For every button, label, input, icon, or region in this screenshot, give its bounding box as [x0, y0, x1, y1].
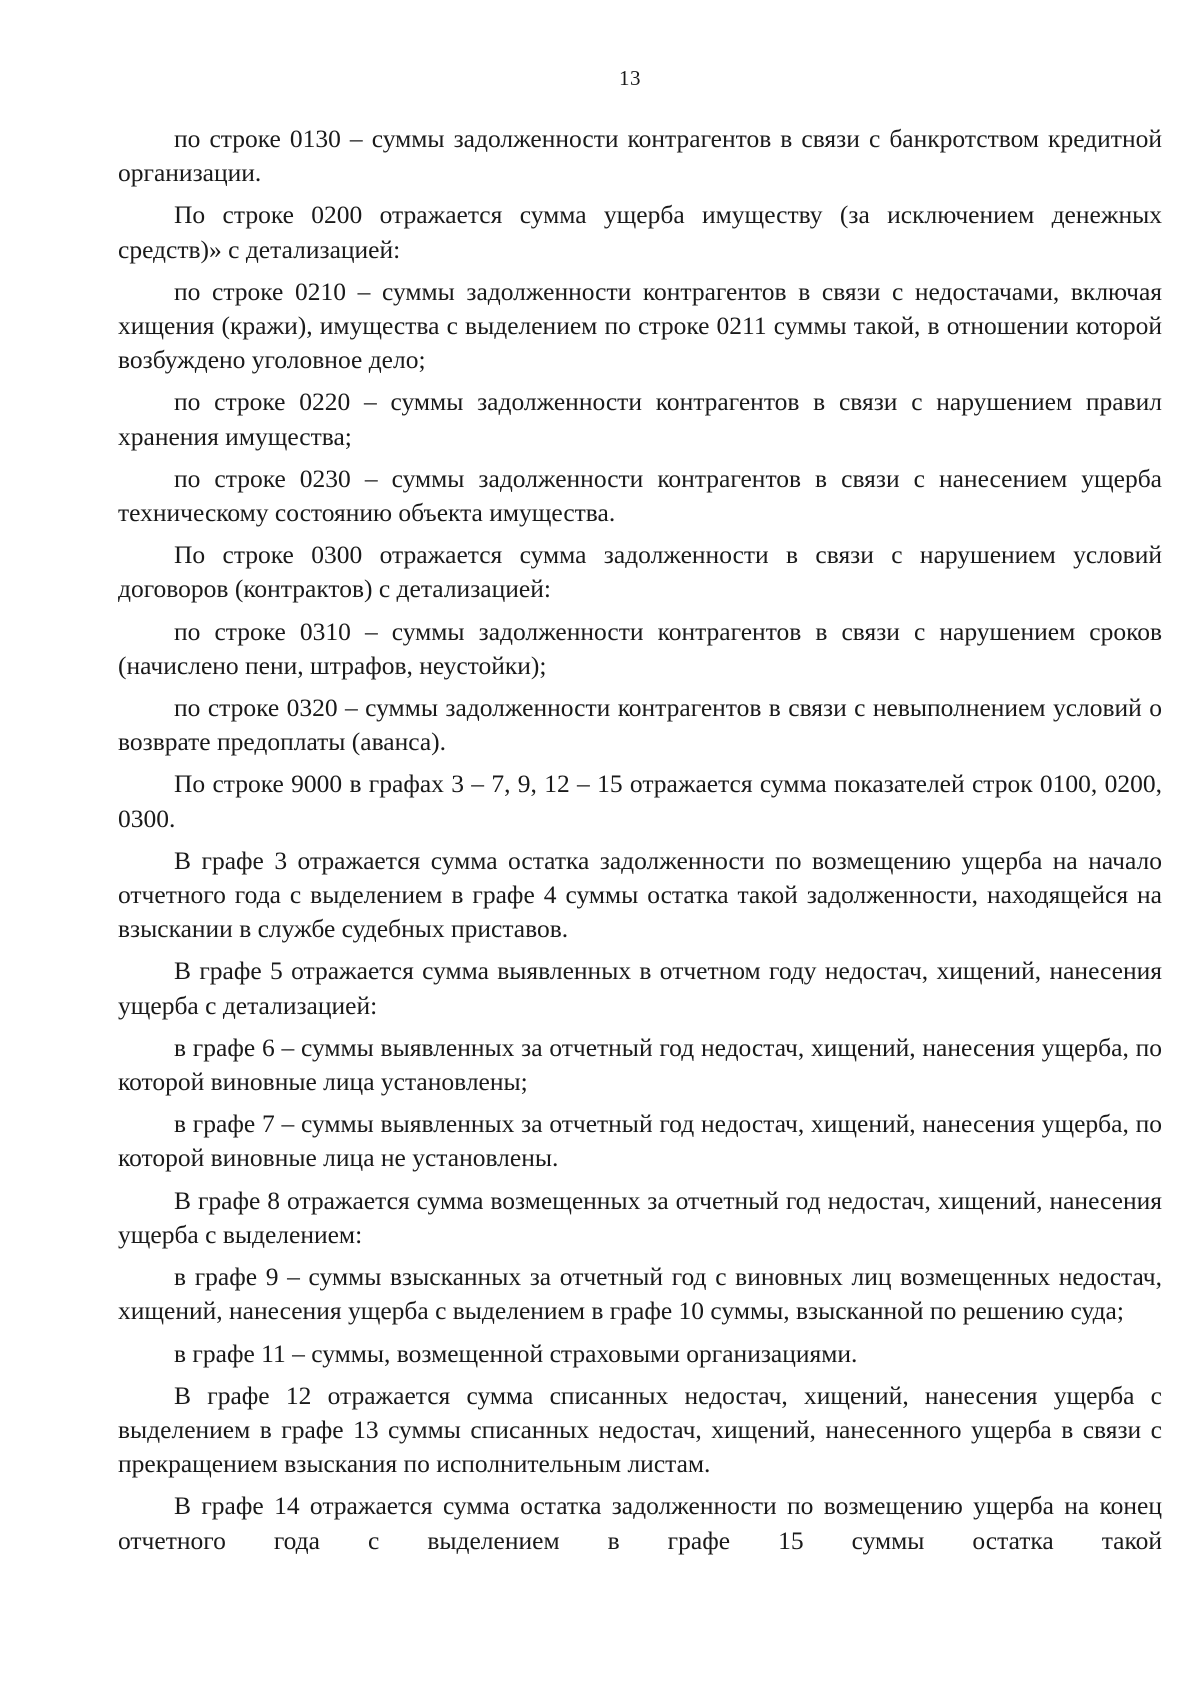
page-number: 13 — [619, 66, 641, 90]
paragraph: В графе 8 отражается сумма возмещенных за отчетный год недостач, хищений, нанесения ущерба с выделением: — [118, 1185, 1162, 1249]
paragraph: по строке 0230 – суммы задолженности контрагентов в связи с нанесением ущерба техническому состоянию объекта имущества. — [118, 463, 1162, 528]
paragraph: по строке 0320 – суммы задолженности контрагентов в связи с невыполнением условий о возврате предоплаты (аванса). — [118, 693, 1162, 757]
paragraph: По строке 0300 отражается сумма задолженности в связи с нарушением условий договоров (контрактов) с детализацией: — [118, 540, 1162, 604]
paragraph: в графе 7 – суммы выявленных за отчетный год недостач, хищений, нанесения ущерба, по которой виновные лица не установлены. — [118, 1109, 1162, 1173]
paragraph: По строке 0200 отражается сумма ущерба имуществу (за исключением денежных средств)» с детализацией: — [118, 200, 1162, 264]
paragraph: По строке 9000 в графах 3 – 7, 9, 12 – 15 отражается сумма показателей строк 0100, 0200, 0300. — [118, 769, 1162, 833]
paragraph: по строке 0210 – суммы задолженности контрагентов в связи с недостачами, включая хищения (кражи), имущества с выделением по строке 0211 суммы такой, в отношении которой возбуждено уголовное дело; — [118, 276, 1162, 375]
paragraph: по строке 0220 – суммы задолженности контрагентов в связи с нарушением правил хранения имущества; — [118, 387, 1162, 451]
paragraph: в графе 6 – суммы выявленных за отчетный год недостач, хищений, нанесения ущерба, по которой виновные лица установлены; — [118, 1032, 1162, 1097]
paragraph: по строке 0310 – суммы задолженности контрагентов в связи с нарушением сроков (начислено пени, штрафов, неустойки); — [118, 616, 1162, 680]
paragraph: В графе 14 отражается сумма остатка задолженности по возмещению ущерба на конец отчетного года с выделением в графе 15 суммы остатка такой — [118, 1491, 1162, 1555]
document-body — [118, 122, 1162, 1558]
paragraph: В графе 5 отражается сумма выявленных в отчетном году недостач, хищений, нанесения ущерба с детализацией: — [118, 956, 1162, 1020]
paragraph: по строке 0130 – суммы задолженности контрагентов в связи с банкротством кредитной организации. — [118, 124, 1162, 188]
paragraph: в графе 11 – суммы, возмещенной страховыми организациями. — [174, 1338, 858, 1368]
paragraph: В графе 3 отражается сумма остатка задолженности по возмещению ущерба на начало отчетного года с выделением в графе 4 суммы остатка такой задолженности, находящейся на взыскании в службе судебных приставов. — [118, 845, 1162, 944]
paragraph: В графе 12 отражается сумма списанных недостач, хищений, нанесения ущерба с выделением в графе 13 суммы списанных недостач, хищений, нанесенного ущерба в связи с прекращением взыскания по исполнительным листам. — [118, 1380, 1162, 1479]
paragraph: в графе 9 – суммы взысканных за отчетный год с виновных лиц возмещенных недостач, хищений, нанесения ущерба с выделением в графе 10 суммы, взысканной по решению суда; — [118, 1262, 1162, 1326]
